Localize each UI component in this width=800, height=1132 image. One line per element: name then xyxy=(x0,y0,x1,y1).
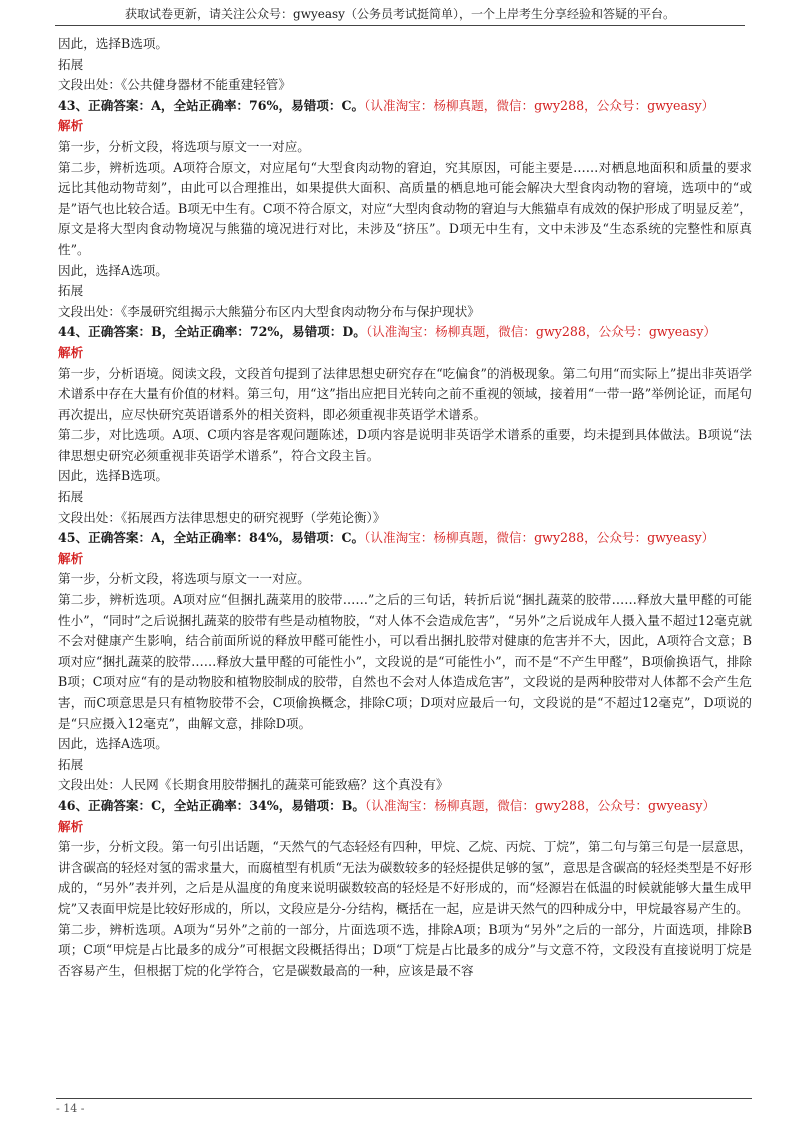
analysis-heading: 解析 xyxy=(58,344,84,360)
paragraph: 第二步，辨析选项。A项为“另外”之前的一部分，片面选项不选，排除A项；B项为“另外”之后的一部分，片面选项，排除B项；C项“甲烷是占比最多的成分”可根据文段概括得出；D项“丁烷是占比最多的成分”与文意不符，文段没有直接说明丁烷是否容易产生，但根据丁烷的化学符合，它是碳数最高的一种，应该是最不容 xyxy=(58,921,752,978)
document-body xyxy=(58,34,752,981)
paragraph: 因此，选择B选项。 xyxy=(58,468,169,484)
answer-summary: 43、正确答案：A，全站正确率：76%，易错项：C。 xyxy=(58,97,365,113)
paragraph: 文段出处：人民网《长期食用胶带捆扎的蔬菜可能致癌？这个真没有》 xyxy=(58,777,449,793)
page-number: - 14 - xyxy=(56,1102,85,1115)
answer-summary: 46、正确答案：C，全站正确率：34%，易错项：B。 xyxy=(58,797,365,813)
analysis-heading: 解析 xyxy=(58,550,84,566)
page-footer xyxy=(56,1098,752,1115)
paragraph: 拓展 xyxy=(58,283,84,299)
question-answer-header xyxy=(58,796,752,817)
paragraph: 第一步，分析文段，将选项与原文一一对应。 xyxy=(58,138,310,154)
paragraph: 因此，选择B选项。 xyxy=(58,36,169,51)
paragraph: 第一步，分析文段，将选项与原文一一对应。 xyxy=(58,571,310,587)
paragraph: 拓展 xyxy=(58,56,84,72)
source-notice: （认准淘宝：杨柳真题，微信：gwy288，公众号：gwyeasy） xyxy=(364,797,716,813)
paragraph: 因此，选择A选项。 xyxy=(58,262,168,278)
paragraph: 第二步，辨析选项。A项对应“但捆扎蔬菜用的胶带……”之后的三句话，转折后说“捆扎蔬菜的胶带……释放大量甲醛的可能性小”，“同时”之后说捆扎蔬菜的胶带有些是动植物胶，“对人体不会造成危害”，“另外”之后说成年人摄入量不超过12毫克就不会对健康产生影响，结合前面所说的释放甲醛可能性小，可以看出捆扎胶带对健康的危害并不大，因此，A项符合文意；B项对应“捆扎蔬菜的胶带……释放大量甲醛的可能性小”，文段说的是“可能性小”，而不是“不产生甲醛”，B项偷换语气，排除B项；C项对应“有的是动物胶和植物胶制成的胶带，自然也不会对人体造成危害”，文段说的是两种胶带对人体都不会产生危害，而C项意思是只有植物胶带不会，C项偷换概念，排除C项；D项对应最后一句，文段说的是“不超过12毫克”，D项说的是“只应摄入12毫克”，曲解文意，排除D项。 xyxy=(58,592,752,731)
paragraph: 文段出处：《李晟研究组揭示大熊猫分布区内大型食肉动物分布与保护现状》 xyxy=(58,303,480,319)
answer-summary: 44、正确答案：B，全站正确率：72%，易错项：D。 xyxy=(58,324,366,340)
question-answer-header xyxy=(58,528,752,549)
page-header xyxy=(55,5,745,26)
question-answer-header xyxy=(58,322,752,343)
source-notice: （认准淘宝：杨柳真题，微信：gwy288，公众号：gwyeasy） xyxy=(364,530,715,546)
paragraph: 文段出处：《拓展西方法律思想史的研究视野（学苑论衡）》 xyxy=(58,509,386,525)
paragraph: 第一步，分析语境。阅读文段，文段首句提到了法律思想史研究存在“吃偏食”的消极现象。第二句用“而实际上”提出非英语学术谱系中存在大量有价值的材料。第三句，用“这”指出应把目光转向之前不重视的领域，接着用“一带一路”举例论证，而尾句再次提出，应尽快研究英语谱系外的相关资料，即必须重视非英语学术谱系。 xyxy=(58,365,752,422)
paragraph: 拓展 xyxy=(58,756,84,772)
analysis-heading: 解析 xyxy=(58,818,84,834)
analysis-heading: 解析 xyxy=(58,118,84,134)
source-notice: （认准淘宝：杨柳真题，微信：gwy288，公众号：gwyeasy） xyxy=(365,324,716,340)
answer-summary: 45、正确答案：A，全站正确率：84%，易错项：C。 xyxy=(58,530,365,546)
source-notice: （认准淘宝：杨柳真题，微信：gwy288，公众号：gwyeasy） xyxy=(364,97,715,113)
header-notice: 获取试卷更新，请关注公众号：gwyeasy（公务员考试挺简单），一个上岸考生分享经验和答疑的平台。 xyxy=(125,7,675,21)
paragraph: 拓展 xyxy=(58,489,84,505)
paragraph: 第二步，对比选项。A项、C项内容是客观问题陈述，D项内容是说明非英语学术谱系的重要，均未提到具体做法。B项说“法律思想史研究必须重视非英语学术谱系”，符合文段主旨。 xyxy=(58,427,752,463)
question-answer-header xyxy=(58,96,752,117)
paragraph: 因此，选择A选项。 xyxy=(58,736,168,752)
paragraph: 文段出处：《公共健身器材不能重建轻管》 xyxy=(58,77,291,93)
paragraph: 第一步，分析文段。第一句引出话题，“天然气的气态轻烃有四种，甲烷、乙烷、丙烷、丁烷”，第二句与第三句是一层意思，讲含碳高的轻烃对氢的需求量大，而腐植型有机质“无法为碳数较多的轻烃提供足够的氢”，意思是含碳高的轻烃类型是不好形成的，“另外”表并列，之后是从温度的角度来说明碳数较高的轻烃是不好形成的，而“烃源岩在低温的时候就能够大量生成甲烷”又表面甲烷是比较好形成的，所以，文段应是分-分结构，概括在一起，应是讲天然气的四种成分中，甲烷最容易产生的。 xyxy=(58,839,752,916)
paragraph: 第二步，辨析选项。A项符合原文，对应尾句“大型食肉动物的窘迫，究其原因，可能主要是……对栖息地面积和质量的要求远比其他动物苛刻”，由此可以合理推出，如果提供大面积、高质量的栖息地可能会解决大型食肉动物的窘境，选项中的“或是”语气也比较合适。B项无中生有。C项不符合原文，对应“大型肉食动物的窘迫与大熊猫卓有成效的保护形成了明显反差”，原文是将大型肉食动物境况与熊猫的境况进行对比，未涉及“挤压”。D项无中生有，文中未涉及“生态系统的完整性和原真性”。 xyxy=(58,159,752,257)
